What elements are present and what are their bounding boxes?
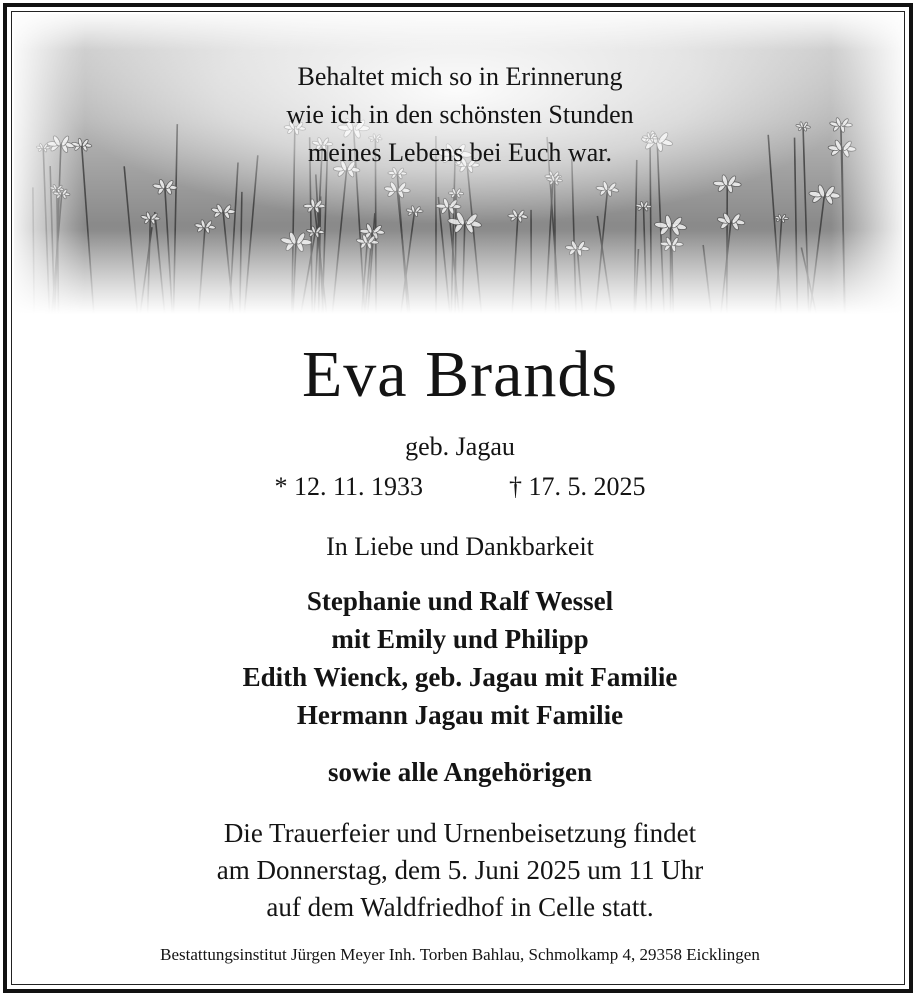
service-line-2: am Donnerstag, dem 5. Juni 2025 um 11 Uhr (216, 855, 704, 885)
closing-phrase: In Liebe und Dankbarkeit (326, 532, 594, 561)
service-line-1: Die Trauerfeier und Urnenbeisetzung findet (223, 818, 697, 848)
birth-date: * 12. 11. 1933 (274, 472, 424, 501)
verse-line-1: Behaltet mich so in Erinnerung (297, 62, 623, 91)
mourner-line: mit Emily und Philipp (331, 624, 589, 654)
verse-line-3: meines Lebens bei Euch war. (308, 138, 612, 167)
death-date: † 17. 5. 2025 (509, 472, 646, 501)
service-line-3: auf dem Waldfriedhof in Celle statt. (266, 892, 654, 922)
funeral-home-credit: Bestattungsinstitut Jürgen Meyer Inh. Torben Bahlau, Schmolkamp 4, 29358 Eicklingen (160, 945, 760, 964)
life-dates (0, 470, 920, 504)
relatives-line: sowie alle Angehörigen (328, 757, 592, 787)
mourner-line: Stephanie und Ralf Wessel (306, 586, 614, 616)
funeral-service-notice (0, 815, 920, 926)
deceased-name: Eva Brands (301, 338, 619, 411)
verse-line-2: wie ich in den schönsten Stunden (286, 100, 634, 129)
mourner-line: Edith Wienck, geb. Jagau mit Familie (242, 662, 678, 692)
mourner-line: Hermann Jagau mit Familie (296, 700, 624, 730)
mourners-list (0, 582, 920, 734)
maiden-name: geb. Jagau (405, 432, 515, 461)
memorial-verse (0, 58, 920, 172)
